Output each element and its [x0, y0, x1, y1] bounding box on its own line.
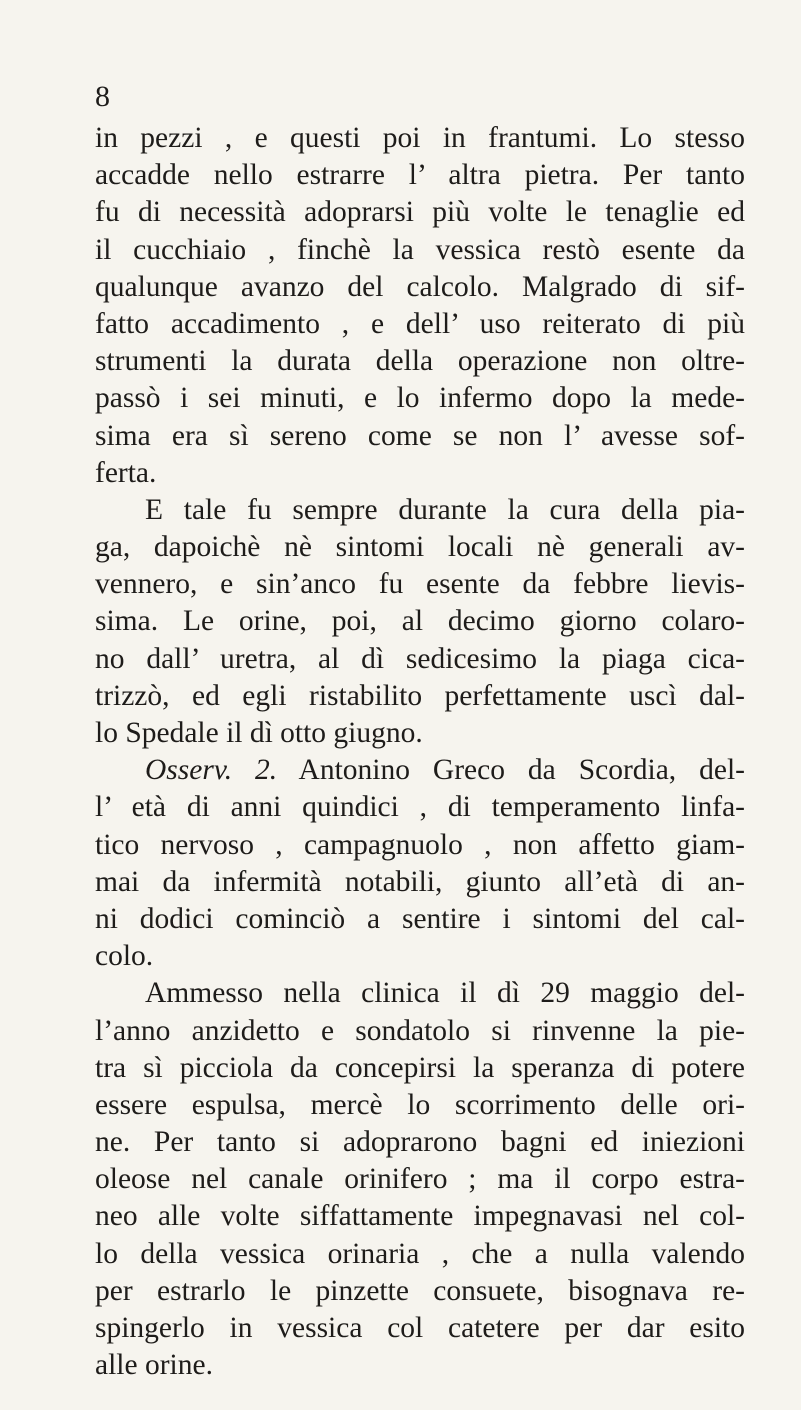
text-line: ne. Per tanto si adoprarono bagni ed iniezioni — [95, 1126, 745, 1159]
text-line: strumenti la durata della operazione non oltre- — [95, 345, 745, 378]
text-line: ferta. — [95, 456, 157, 489]
text-line: tico nervoso , campagnuolo , non affetto giam- — [95, 828, 745, 861]
text-line: l’ età di anni quindici , di temperamento linfa- — [95, 791, 745, 824]
text-line: lo della vessica orinaria , che a nulla valendo — [95, 1237, 745, 1270]
page-number: 8 — [95, 80, 110, 113]
text-line: sima era sì sereno come se non l’ avesse sof- — [95, 419, 745, 452]
text-line: spingerlo in vessica col catetere per dar esito — [95, 1312, 745, 1344]
text-line: fatto accadimento , e dell’ uso reiterato di più — [95, 307, 745, 340]
text-line: E tale fu sempre durante la cura della pia- — [145, 493, 745, 526]
text-line: mai da infermità notabili, giunto all’età di an- — [95, 865, 745, 898]
text-line: per estrarlo le pinzette consuete, bisognava re- — [95, 1274, 745, 1307]
text-line: in pezzi , e questi poi in frantumi. Lo stesso — [95, 122, 745, 154]
body-text — [95, 120, 745, 1384]
observation-text: Antonino Greco da Scordia, del- — [298, 754, 745, 787]
observation-label: Osserv. 2. — [145, 754, 278, 787]
text-line: fu di necessità adoprarsi più volte le tenaglie ed — [95, 196, 745, 229]
text-line: lo Spedale il dì otto giugno. — [95, 717, 423, 749]
text-line: no dall’ uretra, al dì sedicesimo la piaga cica- — [95, 642, 745, 675]
text-line: il cucchiaio , finchè la vessica restò esente da — [95, 233, 745, 266]
observation-line — [95, 752, 745, 789]
text-line: trizzò, ed egli ristabilito perfettamente uscì dal- — [95, 679, 745, 712]
text-line: colo. — [95, 940, 154, 973]
text-line: accadde nello estrarre l’ altra pietra. Per tanto — [95, 159, 745, 192]
text-line: ga, dapoichè nè sintomi locali nè generali av- — [95, 531, 745, 564]
text-line: sima. Le orine, poi, al decimo giorno colaro- — [95, 605, 745, 638]
text-line: l’anno anzidetto e sondatolo si rinvenne la pie- — [95, 1014, 745, 1047]
text-line: neo alle volte siffattamente impegnavasi nel col- — [95, 1200, 745, 1233]
text-line: passò i sei minuti, e lo infermo dopo la mede- — [95, 382, 745, 415]
text-line: tra sì picciola da concepirsi la speranza di potere — [95, 1051, 745, 1084]
text-line: oleose nel canale orinifero ; ma il corpo estra- — [95, 1163, 745, 1196]
text-line: ni dodici cominciò a sentire i sintomi del cal- — [95, 902, 745, 935]
text-line: vennero, e sin’anco fu esente da febbre lievis- — [95, 568, 745, 601]
text-line: qualunque avanzo del calcolo. Malgrado di sif- — [95, 270, 745, 303]
text-line: alle orine. — [95, 1349, 213, 1382]
text-line: essere espulsa, mercè lo scorrimento delle ori- — [95, 1088, 745, 1121]
text-line: Ammesso nella clinica il dì 29 maggio del- — [145, 977, 745, 1010]
